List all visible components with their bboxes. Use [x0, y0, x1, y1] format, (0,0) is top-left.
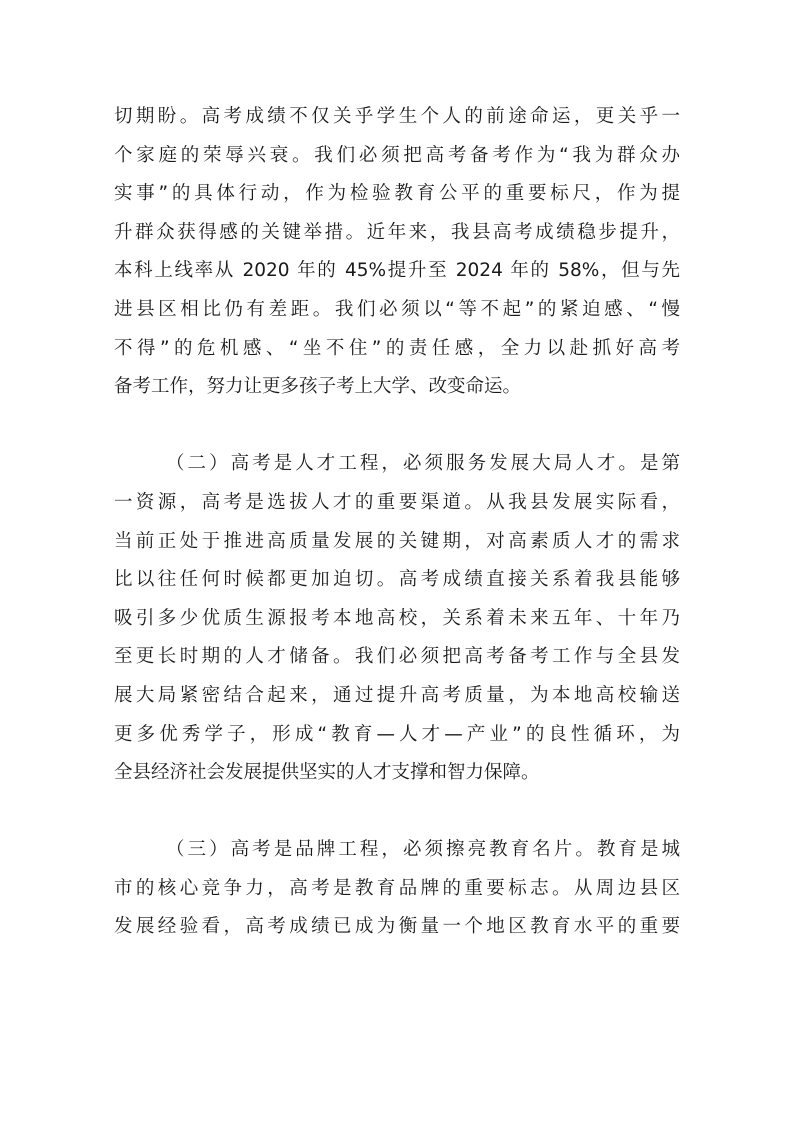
paragraph-line: 吸引多少优质生源报考本地高校，关系着未来五年、十年乃	[114, 607, 680, 629]
paragraph-2	[114, 445, 680, 792]
paragraph-line: 市的核心竞争力，高考是教育品牌的重要标志。从周边县区	[114, 877, 680, 899]
paragraph-line: 升群众获得感的关键举措。近年来，我县高考成绩稳步提升，	[114, 221, 680, 243]
paragraph-line: 全县经济社会发展提供坚实的人才支撑和智力保障。	[114, 762, 540, 784]
paragraph-3	[114, 831, 680, 947]
paragraph-line: 更多优秀学子，形成“教育—人才—产业”的良性循环，为	[114, 723, 680, 745]
paragraph-line: 备考工作，努力让更多孩子考上大学、改变命运。	[114, 376, 522, 398]
paragraph-line: 不得”的危机感、“坐不住”的责任感，全力以赴抓好高考	[114, 337, 680, 359]
paragraph-line: 至更长时期的人才储备。我们必须把高考备考工作与全县发	[114, 646, 680, 668]
paragraph-line: 比以往任何时候都更加迫切。高考成绩直接关系着我县能够	[114, 569, 680, 591]
paragraph-line: （二）高考是人才工程，必须服务发展大局人才。是第	[166, 453, 680, 475]
paragraph-spacer	[114, 407, 680, 446]
paragraph-line: 实事”的具体行动，作为检验教育公平的重要标尺，作为提	[114, 183, 680, 205]
paragraph-line: 当前正处于推进高质量发展的关键期，对高素质人才的需求	[114, 530, 680, 552]
paragraph-line: （三）高考是品牌工程，必须擦亮教育名片。教育是城	[166, 839, 680, 861]
paragraph-line: 发展经验看，高考成绩已成为衡量一个地区教育水平的重要	[114, 916, 680, 938]
paragraph-line: 一资源，高考是选拔人才的重要渠道。从我县发展实际看，	[114, 491, 680, 513]
paragraph-line: 切期盼。高考成绩不仅关乎学生个人的前途命运，更关乎一	[114, 106, 680, 127]
paragraph-line: 进县区相比仍有差距。我们必须以“等不起”的紧迫感、“慢	[114, 298, 680, 320]
paragraph-line: 展大局紧密结合起来，通过提升高考质量，为本地高校输送	[114, 684, 680, 706]
document-body	[114, 98, 680, 947]
paragraph-line: 个家庭的荣辱兴衰。我们必须把高考备考作为“我为群众办	[114, 144, 680, 166]
paragraph-1	[114, 98, 680, 407]
paragraph-spacer	[114, 793, 680, 832]
paragraph-line: 本科上线率从 2020 年的 45%提升至 2024 年的 58%，但与先	[114, 260, 680, 282]
